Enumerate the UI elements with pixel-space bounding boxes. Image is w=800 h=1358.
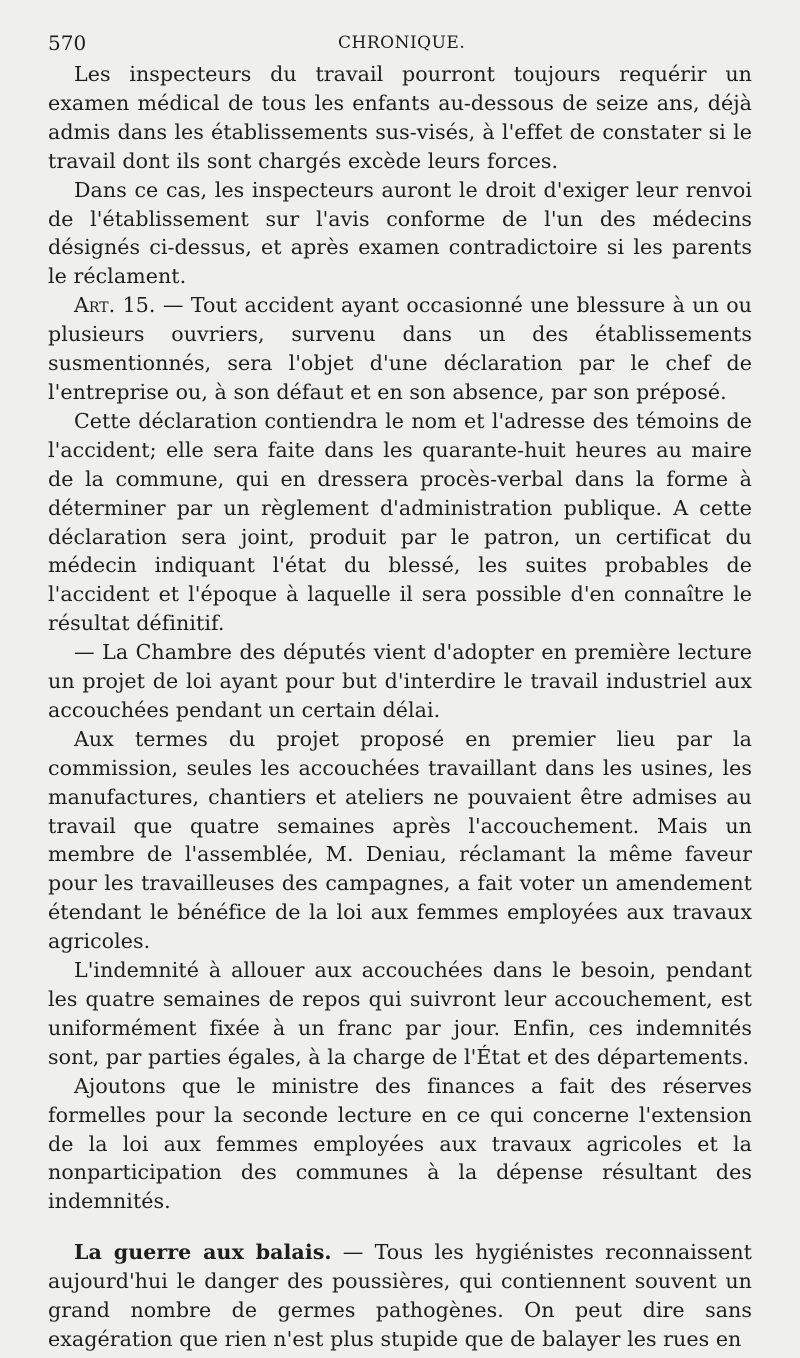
paragraph-ministre: Ajoutons que le ministre des finances a fait des réserves formelles pour la seconde lecture en ce qui concerne l'extension de la loi aux femmes employées aux travaux agricoles et la nonparticipation des communes à la dépense résultant des indemnités. [48, 1073, 752, 1214]
subject-title: La guerre aux balais. [74, 1240, 332, 1265]
paragraph-indemnite: L'indemnité à allouer aux accouchées dans le besoin, pendant les quatre semaines de repos qui suivront leur accouchement, est uniformément fixée à un franc par jour. Enfin, ces indemnités sont, par parties égales, à la charge de l'État et des départements. [48, 958, 752, 1069]
page-number: 570 [48, 31, 87, 55]
running-head [48, 26, 752, 60]
paragraph-projet: Aux termes du projet proposé en premier lieu par la commission, seules les accouchées travaillant dans les usines, les manufactures, chantiers et ateliers ne pouvaient être admises au travail que quatre semaines après l'accouchement. Mais un membre de l'assemblée, M. Deniau, réclamant la même faveur pour les travailleuses des campagnes, a fait voter un amendement étendant le bénéfice de la loi aux femmes employées aux travaux agricoles. [48, 726, 752, 954]
body-text [48, 60, 752, 1354]
paragraph-guerre-balais [48, 1238, 752, 1354]
section-gap [48, 1216, 752, 1238]
paragraph-renvoi: Dans ce cas, les inspecteurs auront le droit d'exiger leur renvoi de l'établissement sur l'avis conforme de l'un des médecins désignés ci-dessus, et après examen contradictoire si les parents le réclament. [48, 177, 752, 289]
section-title: CHRONIQUE. [338, 33, 466, 53]
paragraph-chambre: — La Chambre des députés vient d'adopter en première lecture un projet de loi ayant pour but d'interdire le travail industriel aux accouchées pendant un certain délai. [48, 640, 752, 722]
article-15 [48, 291, 752, 407]
article-text: — Tout accident ayant occasionné une blessure à un ou plusieurs ouvriers, survenu dans un des établissements susmentionnés, sera l'objet d'une déclaration par le chef de l'entreprise ou, à son défaut et en son absence, par son préposé. [48, 293, 752, 404]
subject-text: — Tous les hygiénistes reconnaissent aujourd'hui le danger des poussières, qui contiennent souvent un grand nombre de germes pathogènes. On peut dire sans exagération que rien n'est plus stupide que de balayer les rues en [48, 1240, 752, 1351]
article-label: Art. 15. [74, 293, 156, 318]
paragraph-inspecteurs: Les inspecteurs du travail pourront toujours requérir un examen médical de tous les enfants au-dessous de seize ans, déjà admis dans les établissements sus-visés, à l'effet de constater si le travail dont ils sont chargés excède leurs forces. [48, 62, 752, 173]
paragraph-declaration: Cette déclaration contiendra le nom et l'adresse des témoins de l'accident; elle sera faite dans les quarante-huit heures au maire de la commune, qui en dressera procès-verbal dans la forme à déterminer par un règlement d'administration publique. A cette déclaration sera joint, produit par le patron, un certificat du médecin indiquant l'état du blessé, les suites probables de l'accident et l'époque à laquelle il sera possible d'en connaître le résultat définitif. [48, 408, 752, 636]
